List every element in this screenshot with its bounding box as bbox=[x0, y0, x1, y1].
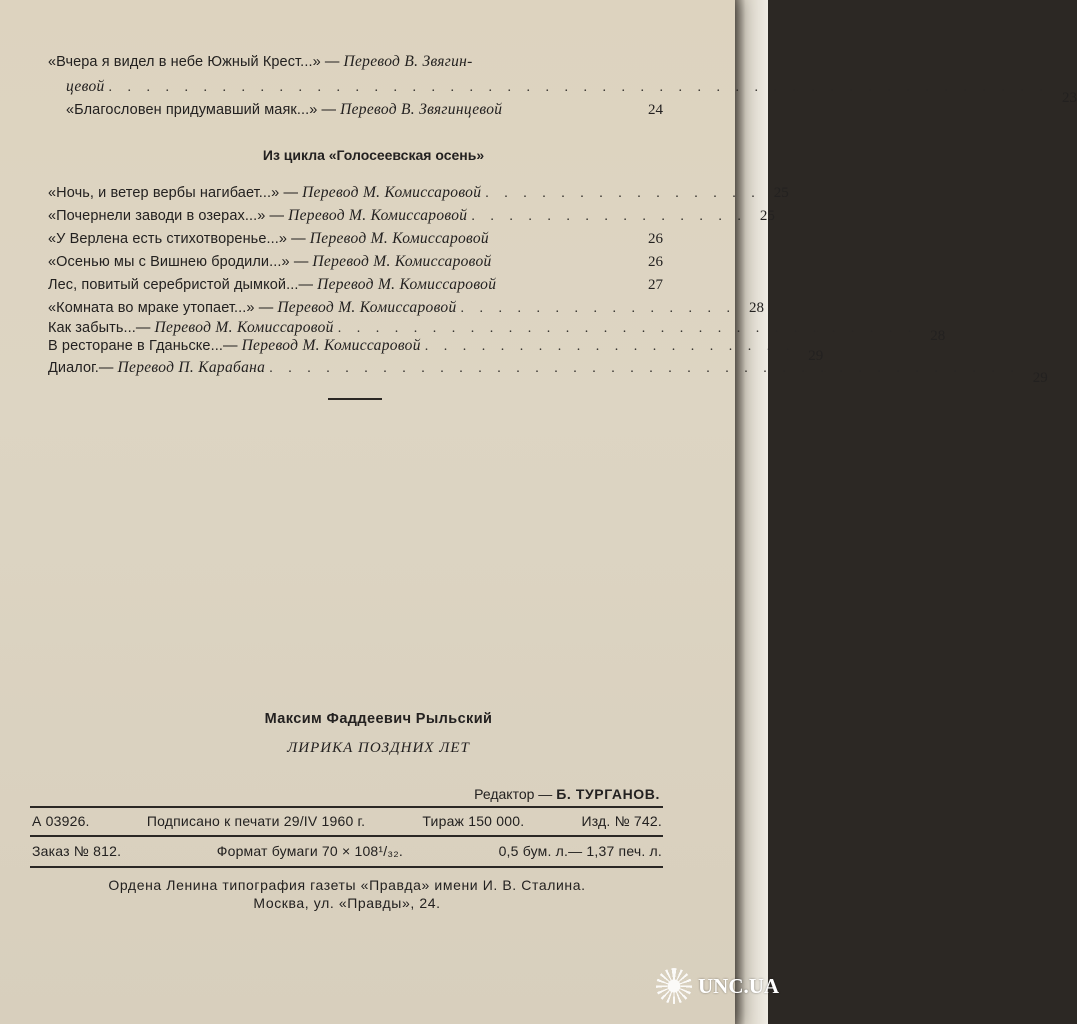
toc-entry bbox=[48, 77, 1077, 106]
imprint-line bbox=[32, 813, 662, 829]
toc-translator: Перевод В. Звягинцевой bbox=[340, 101, 503, 118]
toc-leader-dots: . . . . . . . . . . . . . . . . . . . . . . . . . . . . . . . . . . . . . . . . . . . . . . . . . . bbox=[108, 80, 1050, 95]
toc-entry bbox=[48, 206, 775, 225]
toc-translator: Перевод В. Звягин- bbox=[343, 53, 473, 70]
toc-title: «Вчера я видел в небе Южный Крест...» — bbox=[48, 54, 340, 70]
toc-title: «Ночь, и ветер вербы нагибает...» — bbox=[48, 185, 299, 201]
imprint-rule bbox=[30, 835, 663, 837]
toc-title: Как забыть...— bbox=[48, 320, 151, 336]
toc-page-number: 28 bbox=[749, 300, 764, 316]
toc-leader-dots: . . . . . . . . . . . . . . . . . . . . . . . . . . . . . . . . . . . . . . . . bbox=[269, 361, 1020, 376]
toc-title: «Благословен придумавший маяк...» — bbox=[66, 102, 337, 118]
toc-entry bbox=[48, 52, 663, 71]
toc-page-number: 28 bbox=[930, 328, 946, 344]
book-title: ЛИРИКА ПОЗДНИХ ЛЕТ bbox=[287, 740, 470, 756]
toc-page-number: 29 bbox=[808, 348, 824, 364]
divider bbox=[328, 398, 382, 400]
editor-credit bbox=[474, 786, 660, 802]
imprint-edition: Изд. № 742. bbox=[581, 813, 662, 829]
toc-title: «Комната во мраке утопает...» — bbox=[48, 300, 274, 316]
watermark bbox=[656, 968, 779, 1004]
printer-address: Москва, ул. «Правды», 24. bbox=[253, 895, 441, 911]
toc-page-number: 26 bbox=[648, 231, 663, 247]
toc-entry bbox=[48, 336, 824, 364]
sun-logo-icon bbox=[656, 968, 692, 1004]
author-name: Максим Фаддеевич Рыльский bbox=[264, 711, 493, 727]
toc-leader-dots: . . . . . . . . . . . . . . . bbox=[460, 301, 736, 316]
imprint-run: Тираж 150 000. bbox=[422, 813, 525, 829]
toc-title: «Почернели заводи в озерах...» — bbox=[48, 208, 285, 224]
toc-leader-dots: . . . . . . . . . . . . . . . bbox=[471, 209, 747, 224]
toc-translator: Перевод М. Комиссаровой bbox=[154, 319, 334, 336]
imprint-rule bbox=[30, 806, 663, 808]
toc-leader-dots: . . . . . . . . . . . . . . . bbox=[485, 186, 761, 201]
imprint-signed: Подписано к печати 29/IV 1960 г. bbox=[146, 813, 366, 829]
toc-translator: Перевод М. Комиссаровой bbox=[288, 207, 468, 224]
toc-page-number: 27 bbox=[648, 277, 663, 293]
editor-name: Б. ТУРГАНОВ. bbox=[556, 786, 660, 802]
toc-translator: Перевод М. Комиссаровой bbox=[302, 184, 482, 201]
section-title: Из цикла «Голосеевская осень» bbox=[262, 147, 485, 163]
imprint-sheets: 0,5 бум. л.— 1,37 печ. л. bbox=[498, 843, 662, 859]
toc-entry bbox=[48, 183, 789, 202]
toc-translator: Перевод М. Комиссаровой bbox=[241, 337, 421, 354]
toc-entry bbox=[48, 358, 1048, 386]
imprint-line bbox=[32, 843, 662, 859]
toc-entry bbox=[48, 275, 663, 294]
toc-translator: Перевод П. Карабана bbox=[117, 359, 266, 376]
toc-title: Диалог.— bbox=[48, 360, 114, 376]
toc-translator: Перевод М. Комиссаровой bbox=[312, 253, 492, 270]
toc-page-number: 23 bbox=[1062, 90, 1077, 106]
toc-entry bbox=[48, 252, 663, 271]
printer-line: Ордена Ленина типография газеты «Правда» имени И. В. Сталина. bbox=[108, 877, 586, 893]
toc-title: Лес, повитый серебристой дымкой...— bbox=[48, 277, 314, 293]
toc-translator: Перевод М. Комиссаровой bbox=[317, 276, 497, 293]
imprint-format: Формат бумаги 70 × 108¹/₃₂. bbox=[216, 843, 403, 859]
toc-leader-dots: . . . . . . . . . . . . . . . . . . . . bbox=[424, 339, 796, 354]
imprint-code: А 03926. bbox=[32, 813, 90, 829]
toc-title: «У Верлена есть стихотворенье...» — bbox=[48, 231, 306, 247]
toc-page-number: 25 bbox=[773, 185, 789, 201]
toc-entry bbox=[48, 298, 764, 317]
toc-entry bbox=[48, 318, 946, 344]
toc-translator: Перевод М. Комиссаровой bbox=[277, 299, 457, 316]
toc-page-number: 25 bbox=[759, 208, 775, 224]
toc-title: «Осенью мы с Вишнею бродили...» — bbox=[48, 254, 309, 270]
editor-label: Редактор — bbox=[474, 786, 553, 802]
toc-entry bbox=[48, 100, 663, 119]
imprint-order: Заказ № 812. bbox=[32, 843, 122, 859]
toc-entry bbox=[48, 229, 663, 248]
toc-page-number: 29 bbox=[1032, 370, 1048, 386]
imprint-rule bbox=[30, 866, 663, 868]
toc-page-number: 24 bbox=[648, 102, 663, 118]
toc-leader-dots: . . . . . . . . . . . . . . . . . . . . . . . . . . . . . . . bbox=[337, 321, 918, 336]
watermark-text: UNC.UA bbox=[698, 973, 780, 998]
toc-translator: цевой bbox=[66, 78, 105, 95]
toc-translator: Перевод М. Комиссаровой bbox=[309, 230, 489, 247]
toc-title: В ресторане в Гданьске...— bbox=[48, 338, 238, 354]
toc-page-number: 26 bbox=[648, 254, 663, 270]
